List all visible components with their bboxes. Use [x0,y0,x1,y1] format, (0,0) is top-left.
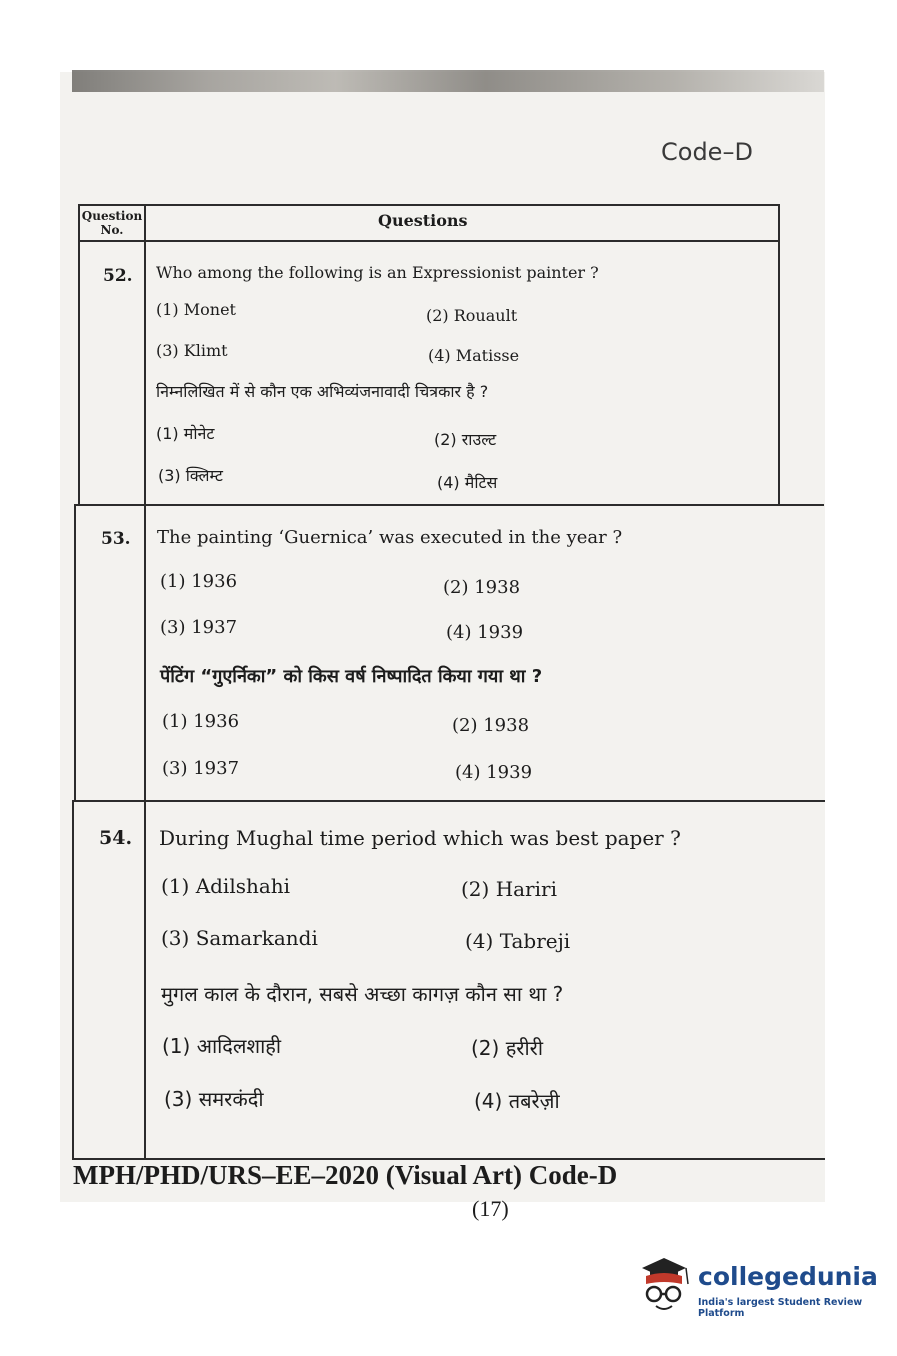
question-text-hi: पेंटिंग “गुएर्निका” को किस वर्ष निष्पादित किया गया था ? [160,666,543,687]
option-hi: (2) हरीरी [471,1036,544,1060]
option-hi: (2) 1938 [452,715,530,736]
scan-artifact [72,70,824,92]
question-text-en: The painting ‘Guernica’ was executed in the year ? [157,527,623,548]
watermark-name: collegedunia [698,1262,878,1291]
question-number: 53. [101,529,131,549]
option: (3) Samarkandi [161,926,318,950]
row-divider-53 [72,800,825,802]
table-right-border [778,204,780,504]
question-text-en: During Mughal time period which was best paper ? [159,826,681,850]
option-hi: (3) समरकंदी [164,1087,264,1111]
option-hi: (4) मैटिस [437,473,498,492]
table-left-border-53 [74,504,76,800]
row-divider-52 [74,504,824,506]
option: (1) Monet [156,300,236,319]
column-divider [144,204,146,1158]
watermark-tagline: India's largest Student Review Platform [698,1297,863,1319]
question-text-hi: निम्नलिखित में से कौन एक अभिव्यंजनावादी चित्रकार है ? [156,382,489,401]
column-header-questions: Questions [378,211,468,230]
option: (2) 1938 [443,577,521,598]
header-bottom-border [78,240,780,242]
question-text-hi: मुगल काल के दौरान, सबसे अच्छा कागज़ कौन सा था ? [161,982,564,1006]
question-text-en: Who among the following is an Expressionist painter ? [156,263,599,282]
header-code: Code–D [661,138,753,166]
option-hi: (4) तबरेज़ी [474,1089,560,1113]
option: (2) Rouault [426,306,518,325]
footer-code-line: MPH/PHD/URS–EE–2020 (Visual Art) Code-D [73,1160,618,1190]
option-hi: (1) 1936 [162,711,240,732]
option: (4) 1939 [446,622,524,643]
question-number: 52. [103,266,133,286]
table-top-border [78,204,780,206]
option: (1) Adilshahi [161,874,291,898]
option-hi: (4) 1939 [455,762,533,783]
option-hi: (3) क्लिम्ट [158,466,223,485]
option: (1) 1936 [160,571,238,592]
option-hi: (3) 1937 [162,758,240,779]
option: (3) Klimt [156,341,228,360]
question-number: 54. [99,827,133,849]
option: (4) Matisse [428,346,520,365]
option: (4) Tabreji [465,929,571,953]
option-hi: (1) मोनेट [156,424,215,443]
option-hi: (1) आदिलशाही [162,1034,282,1058]
table-left-border [78,204,80,504]
option: (2) Hariri [461,877,557,901]
table-left-border-54 [72,800,74,1158]
column-header-number: Question No. [81,209,143,237]
option-hi: (2) राउल्ट [434,430,497,449]
page-number: (17) [472,1196,509,1221]
option: (3) 1937 [160,617,238,638]
